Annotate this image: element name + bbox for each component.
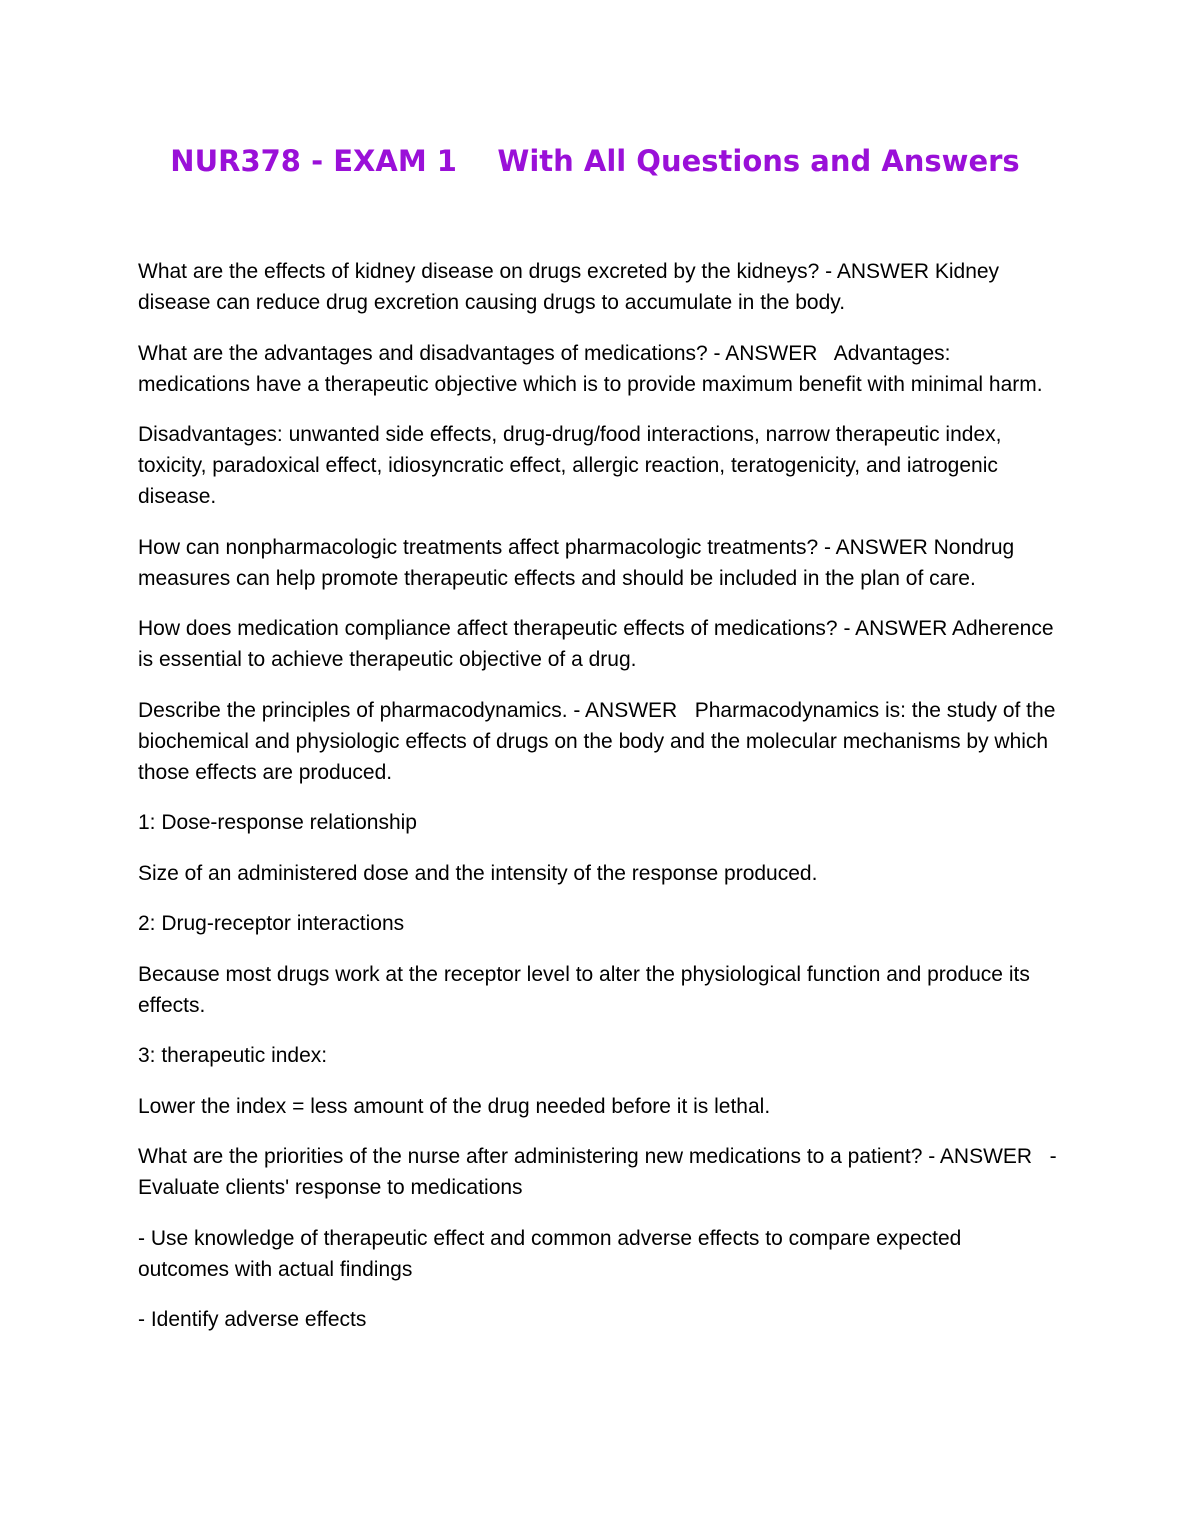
paragraph-therapeutic-index-heading: 3: therapeutic index: xyxy=(138,1044,328,1067)
paragraph-disadvantages: Disadvantages: unwanted side effects, drug-drug/food interactions, narrow therapeutic index, toxicity, paradoxical effect, idiosyncratic effect, allergic reaction, teratogenicity, and iatrogenic disease. xyxy=(138,423,1008,508)
paragraph-advantages: What are the advantages and disadvantages of medications? - ANSWER Advantages: medications have a therapeutic objective which is to provide maximum benefit with minimal harm. xyxy=(138,341,1043,396)
paragraph-dose-response-text: Size of an administered dose and the intensity of the response produced. xyxy=(138,861,818,885)
paragraph-nonpharmacologic: How can nonpharmacologic treatments affect pharmacologic treatments? - ANSWER Nondrug measures can help promote therapeutic effects and should be included in the plan of care. xyxy=(138,535,1021,590)
paragraph-identify-adverse: - Identify adverse effects xyxy=(138,1308,367,1331)
paragraph-kidney-disease: What are the effects of kidney disease on drugs excreted by the kidneys? - ANSWER Kidney disease can reduce drug excretion causing drugs to accumulate in the body. xyxy=(138,260,1005,314)
paragraph-compare-outcomes: - Use knowledge of therapeutic effect and common adverse effects to compare expected outcomes with actual findings xyxy=(138,1226,968,1281)
paragraph-drug-receptor-text: Because most drugs work at the receptor level to alter the physiological function and produce its effects. xyxy=(138,962,1036,1017)
paragraph-nurse-priorities: What are the priorities of the nurse after administering new medications to a patient? - ANSWER - Evaluate clients' response to medications xyxy=(138,1145,1063,1199)
paragraph-pharmacodynamics: Describe the principles of pharmacodynamics. - ANSWER Pharmacodynamics is: the study of the biochemical and physiologic effects of drugs on the body and the molecular mechanisms by which those effects are produced. xyxy=(138,698,1062,784)
paragraph-compliance: How does medication compliance affect therapeutic effects of medications? - ANSWER Adherence is essential to achieve therapeutic objective of a drug. xyxy=(138,617,1060,671)
paragraph-therapeutic-index-text: Lower the index = less amount of the drug needed before it is lethal. xyxy=(138,1094,771,1118)
document-body xyxy=(138,256,1063,1355)
paragraph-dose-response-heading: 1: Dose-response relationship xyxy=(138,811,417,834)
document-title: NUR378 - EXAM 1 With All Questions and Answers xyxy=(170,144,1020,178)
paragraph-drug-receptor-heading: 2: Drug-receptor interactions xyxy=(138,912,405,935)
